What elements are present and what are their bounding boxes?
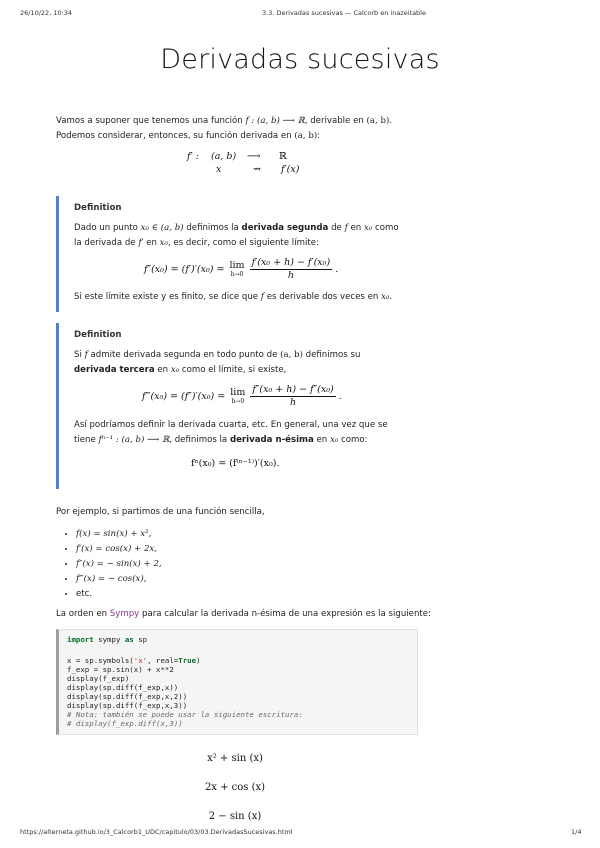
text: como la derivada de xyxy=(74,223,399,248)
text: como el límite, si existe, xyxy=(179,364,287,375)
math-inline: x₀ xyxy=(363,223,373,233)
intro-text: , derivable en xyxy=(304,116,367,126)
definition-title: Definition xyxy=(74,330,122,340)
third-derivative-equation xyxy=(142,384,342,409)
numerator: f″(x₀ + h) − f″(x₀) xyxy=(252,384,334,395)
nth-derivative-equation: fⁿ(x₀) = (f⁽ⁿ⁻¹⁾)′(x₀). xyxy=(191,458,280,469)
math-inline: f xyxy=(260,292,264,302)
definition-2-general xyxy=(74,418,404,447)
fraction xyxy=(250,257,333,282)
intro-text: Vamos a suponer que tenemos una función xyxy=(56,116,246,126)
text: definimos su xyxy=(302,350,361,360)
definition-1-footer xyxy=(74,290,404,305)
code-keyword: import xyxy=(67,635,94,644)
print-doc-title: 3.3. Derivadas sucesivas — Calcorb en inazeitable xyxy=(262,9,426,17)
text: La orden en xyxy=(56,609,110,619)
second-derivative-equation xyxy=(144,257,338,282)
math-symbol: (a, b) xyxy=(211,151,237,162)
code-line: display(f_exp) xyxy=(67,674,130,683)
text: en xyxy=(347,223,364,233)
code-line: display(sp.diff(f_exp,x,2)) xyxy=(67,692,188,701)
intro-text: : xyxy=(317,130,321,141)
code-line xyxy=(67,635,147,644)
output-expression: 2x + cos (x) xyxy=(204,782,266,793)
code-text: sp xyxy=(133,635,148,644)
math-symbol: x xyxy=(216,164,222,175)
list-item: • f‴(x) = − cos(x), xyxy=(76,572,162,587)
lim-subscript: h→0 xyxy=(230,270,244,278)
print-url: https://alterneta.github.io/3_Calcorb1_UDC/capitulo/03/03.DerivadasSucesivas.html xyxy=(20,828,293,836)
output-expression: x² + sin (x) xyxy=(207,753,263,764)
math-inline: x₀ ∈ (a, b) xyxy=(140,223,184,233)
code-line: f_exp = sp.sin(x) + x**2 xyxy=(67,665,174,674)
bold-term: derivada tercera xyxy=(74,364,155,375)
math-inline: f xyxy=(84,350,88,360)
code-line xyxy=(67,656,201,665)
bold-term: derivada segunda xyxy=(241,223,329,233)
equation-lhs: f″(x₀) = (f′)′(x₀) = xyxy=(144,264,228,275)
text: es derivable dos veces en xyxy=(263,292,382,302)
math-inline: x₀ xyxy=(329,434,339,445)
math-symbol: ℝ xyxy=(279,151,287,162)
text: en xyxy=(313,434,330,445)
code-text: , real= xyxy=(147,656,179,665)
list-item: • f(x) = sin(x) + x², xyxy=(76,527,162,542)
math-inline: (a, b) xyxy=(366,116,390,126)
output-expression: 2 − sin (x) xyxy=(208,811,262,822)
page-title: Derivadas sucesivas xyxy=(160,44,440,75)
deriv-map-row2 xyxy=(216,164,299,175)
lim-label: lim xyxy=(230,386,246,398)
example-intro: Por ejemplo, si partimos de una función sencilla, xyxy=(56,507,265,517)
list-item: • etc. xyxy=(76,587,162,602)
deriv-map-row1 xyxy=(187,151,287,162)
text: en xyxy=(143,237,160,248)
text: para calcular la derivada n-ésima de una expresión es la siguiente: xyxy=(139,609,431,619)
code-comment: # display(f_exp.diff(x,3)) xyxy=(67,719,183,728)
code-text: sympy xyxy=(93,635,125,644)
code-string: 'x' xyxy=(133,656,148,665)
list-item: • f′(x) = cos(x) + 2x, xyxy=(76,542,162,557)
math-inline: x₀ xyxy=(381,292,390,302)
text: , definimos la xyxy=(169,434,230,445)
sympy-link[interactable]: Sympy xyxy=(109,609,140,619)
code-text: ) xyxy=(196,656,201,665)
equation-lhs: f‴(x₀) = (f″)′(x₀) = xyxy=(142,391,229,402)
text: admite derivada segunda en todo punto de xyxy=(87,350,281,360)
equation-end: . xyxy=(335,264,339,275)
intro-paragraph xyxy=(56,114,406,143)
code-line: display(sp.diff(f_exp,x,3)) xyxy=(67,701,188,710)
sympy-intro xyxy=(56,607,456,622)
definition-title: Definition xyxy=(74,203,122,213)
math-inline: x₀ xyxy=(159,237,168,248)
text: Si xyxy=(74,350,85,360)
limit xyxy=(230,388,245,406)
math-symbol: f′ : xyxy=(187,151,199,162)
numerator: f′(x₀ + h) − f′(x₀) xyxy=(251,257,331,268)
equation-end: . xyxy=(338,391,342,402)
print-timestamp: 26/10/22, 10:34 xyxy=(20,9,73,17)
math-inline: fⁿ⁻¹ : (a, b) ⟶ ℝ xyxy=(98,434,170,445)
math-inline: f : (a, b) ⟶ ℝ xyxy=(245,116,305,126)
list-item: • f″(x) = − sin(x) + 2, xyxy=(76,557,162,572)
code-line: display(sp.diff(f_exp,x)) xyxy=(67,683,179,692)
text: Así podríamos definir la derivada cuarta, etc. En general, una vez que se tiene xyxy=(74,420,388,445)
denominator: h xyxy=(287,270,294,281)
lim-subscript: h→0 xyxy=(231,397,245,405)
arrow-symbol: ⇝ xyxy=(253,164,261,175)
math-inline: x₀ xyxy=(170,364,180,375)
math-inline: f xyxy=(344,223,348,233)
text: , es decir, como el siguiente límite: xyxy=(167,237,319,248)
text: Si este límite existe y es finito, se dice que xyxy=(74,292,261,302)
definition-2-text xyxy=(74,348,404,377)
math-inline: f′ xyxy=(138,237,144,248)
math-inline: (a, b) xyxy=(294,130,318,141)
fraction xyxy=(250,384,335,409)
definition-1-text xyxy=(74,221,404,250)
intro-text: . Podemos considerar, entonces, su función derivada en xyxy=(56,116,393,141)
denominator: h xyxy=(289,397,297,408)
code-block[interactable] xyxy=(56,629,418,735)
code-keyword: True xyxy=(178,656,197,665)
example-list xyxy=(62,527,162,602)
limit xyxy=(229,261,244,279)
math-symbol: f′(x) xyxy=(281,164,300,175)
text: definimos la xyxy=(183,223,242,233)
text: Dado un punto xyxy=(74,223,141,233)
text: de xyxy=(328,223,345,233)
print-page-number: 1/4 xyxy=(571,828,582,836)
code-text: x = sp.symbols( xyxy=(67,656,134,665)
math-inline: (a, b) xyxy=(280,350,303,360)
code-keyword: as xyxy=(124,635,134,644)
lim-label: lim xyxy=(229,259,245,271)
bold-term: derivada n-ésima xyxy=(229,434,314,445)
code-comment: # Nota: también se puede usar la siguiente escritura: xyxy=(67,710,303,719)
text: en xyxy=(154,364,171,375)
text: como: xyxy=(338,434,368,445)
arrow-symbol: ⟶ xyxy=(247,151,261,162)
text: . xyxy=(389,292,393,302)
